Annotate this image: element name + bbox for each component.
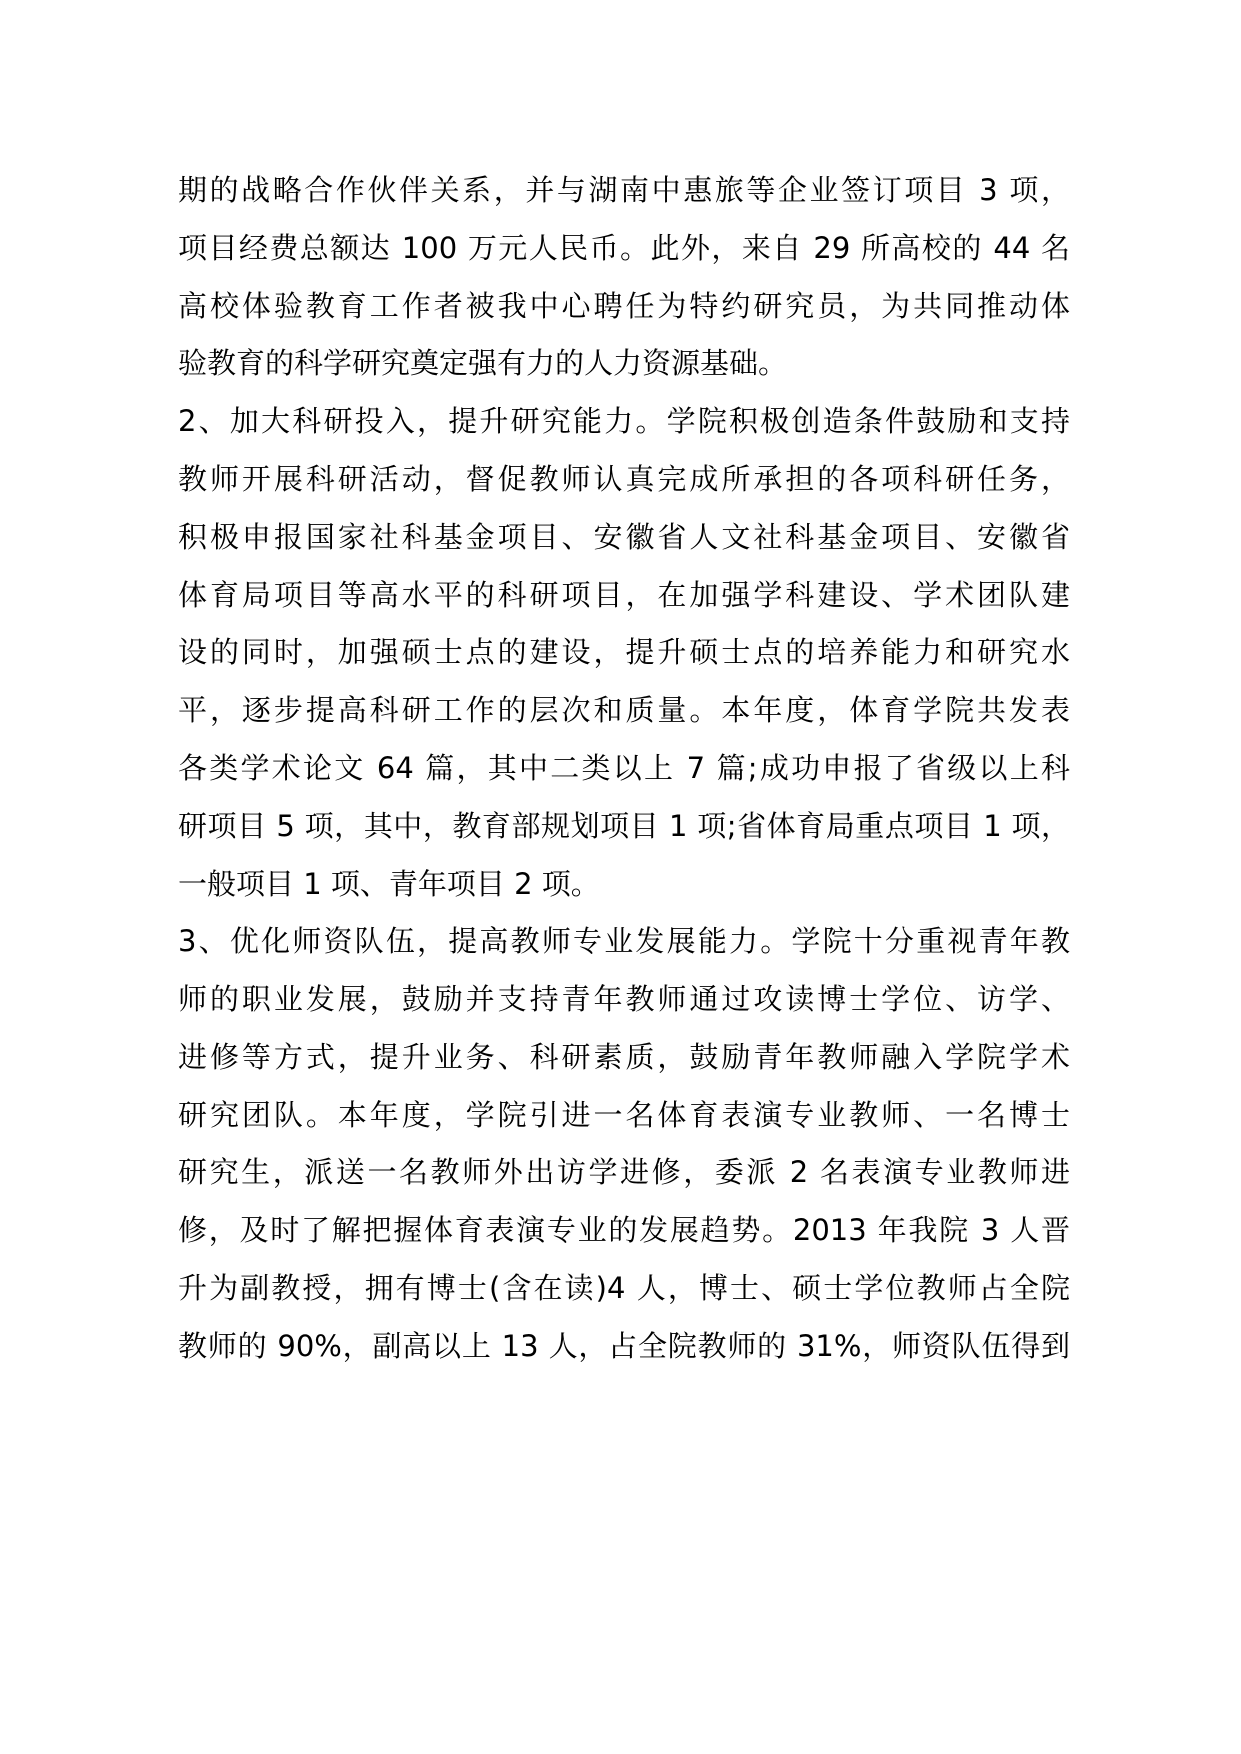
text-line-13: 一般项目 1 项、青年项目 2 项。 [178, 867, 600, 901]
text-line-9: 设的同时，加强硕士点的建设，提升硕士点的培养能力和研究水 [178, 635, 1070, 669]
text-line-4: 验教育的科学研究奠定强有力的人力资源基础。 [178, 346, 788, 380]
text-line-18: 研究生，派送一名教师外出访学进修，委派 2 名表演专业教师进 [178, 1155, 1070, 1189]
text-line-8: 体育局项目等高水平的科研项目，在加强学科建设、学术团队建 [178, 578, 1070, 612]
text-line-14: 3、优化师资队伍，提高教师专业发展能力。学院十分重视青年教 [178, 924, 1070, 958]
text-line-20: 升为副教授，拥有博士(含在读)4 人，博士、硕士学位教师占全院 [178, 1271, 1070, 1305]
text-line-11: 各类学术论文 64 篇，其中二类以上 7 篇;成功申报了省级以上科 [178, 751, 1070, 785]
text-line-15: 师的职业发展，鼓励并支持青年教师通过攻读博士学位、访学、 [178, 982, 1070, 1016]
text-line-7: 积极申报国家社科基金项目、安徽省人文社科基金项目、安徽省 [178, 520, 1070, 554]
text-line-21: 教师的 90%，副高以上 13 人，占全院教师的 31%，师资队伍得到 [178, 1329, 1070, 1363]
text-line-19: 修，及时了解把握体育表演专业的发展趋势。2013 年我院 3 人晋 [178, 1213, 1070, 1247]
text-line-10: 平，逐步提高科研工作的层次和质量。本年度，体育学院共发表 [178, 693, 1070, 727]
text-line-12: 研项目 5 项，其中，教育部规划项目 1 项;省体育局重点项目 1 项， [178, 809, 1070, 843]
text-line-2: 项目经费总额达 100 万元人民币。此外，来自 29 所高校的 44 名 [178, 231, 1070, 265]
text-line-3: 高校体验教育工作者被我中心聘任为特约研究员，为共同推动体 [178, 289, 1070, 323]
text-line-1: 期的战略合作伙伴关系，并与湖南中惠旅等企业签订项目 3 项， [178, 173, 1070, 207]
text-line-5: 2、加大科研投入，提升研究能力。学院积极创造条件鼓励和支持 [178, 404, 1070, 438]
text-line-16: 进修等方式，提升业务、科研素质，鼓励青年教师融入学院学术 [178, 1040, 1070, 1074]
text-line-17: 研究团队。本年度，学院引进一名体育表演专业教师、一名博士 [178, 1098, 1070, 1132]
text-line-6: 教师开展科研活动，督促教师认真完成所承担的各项科研任务， [178, 462, 1070, 496]
